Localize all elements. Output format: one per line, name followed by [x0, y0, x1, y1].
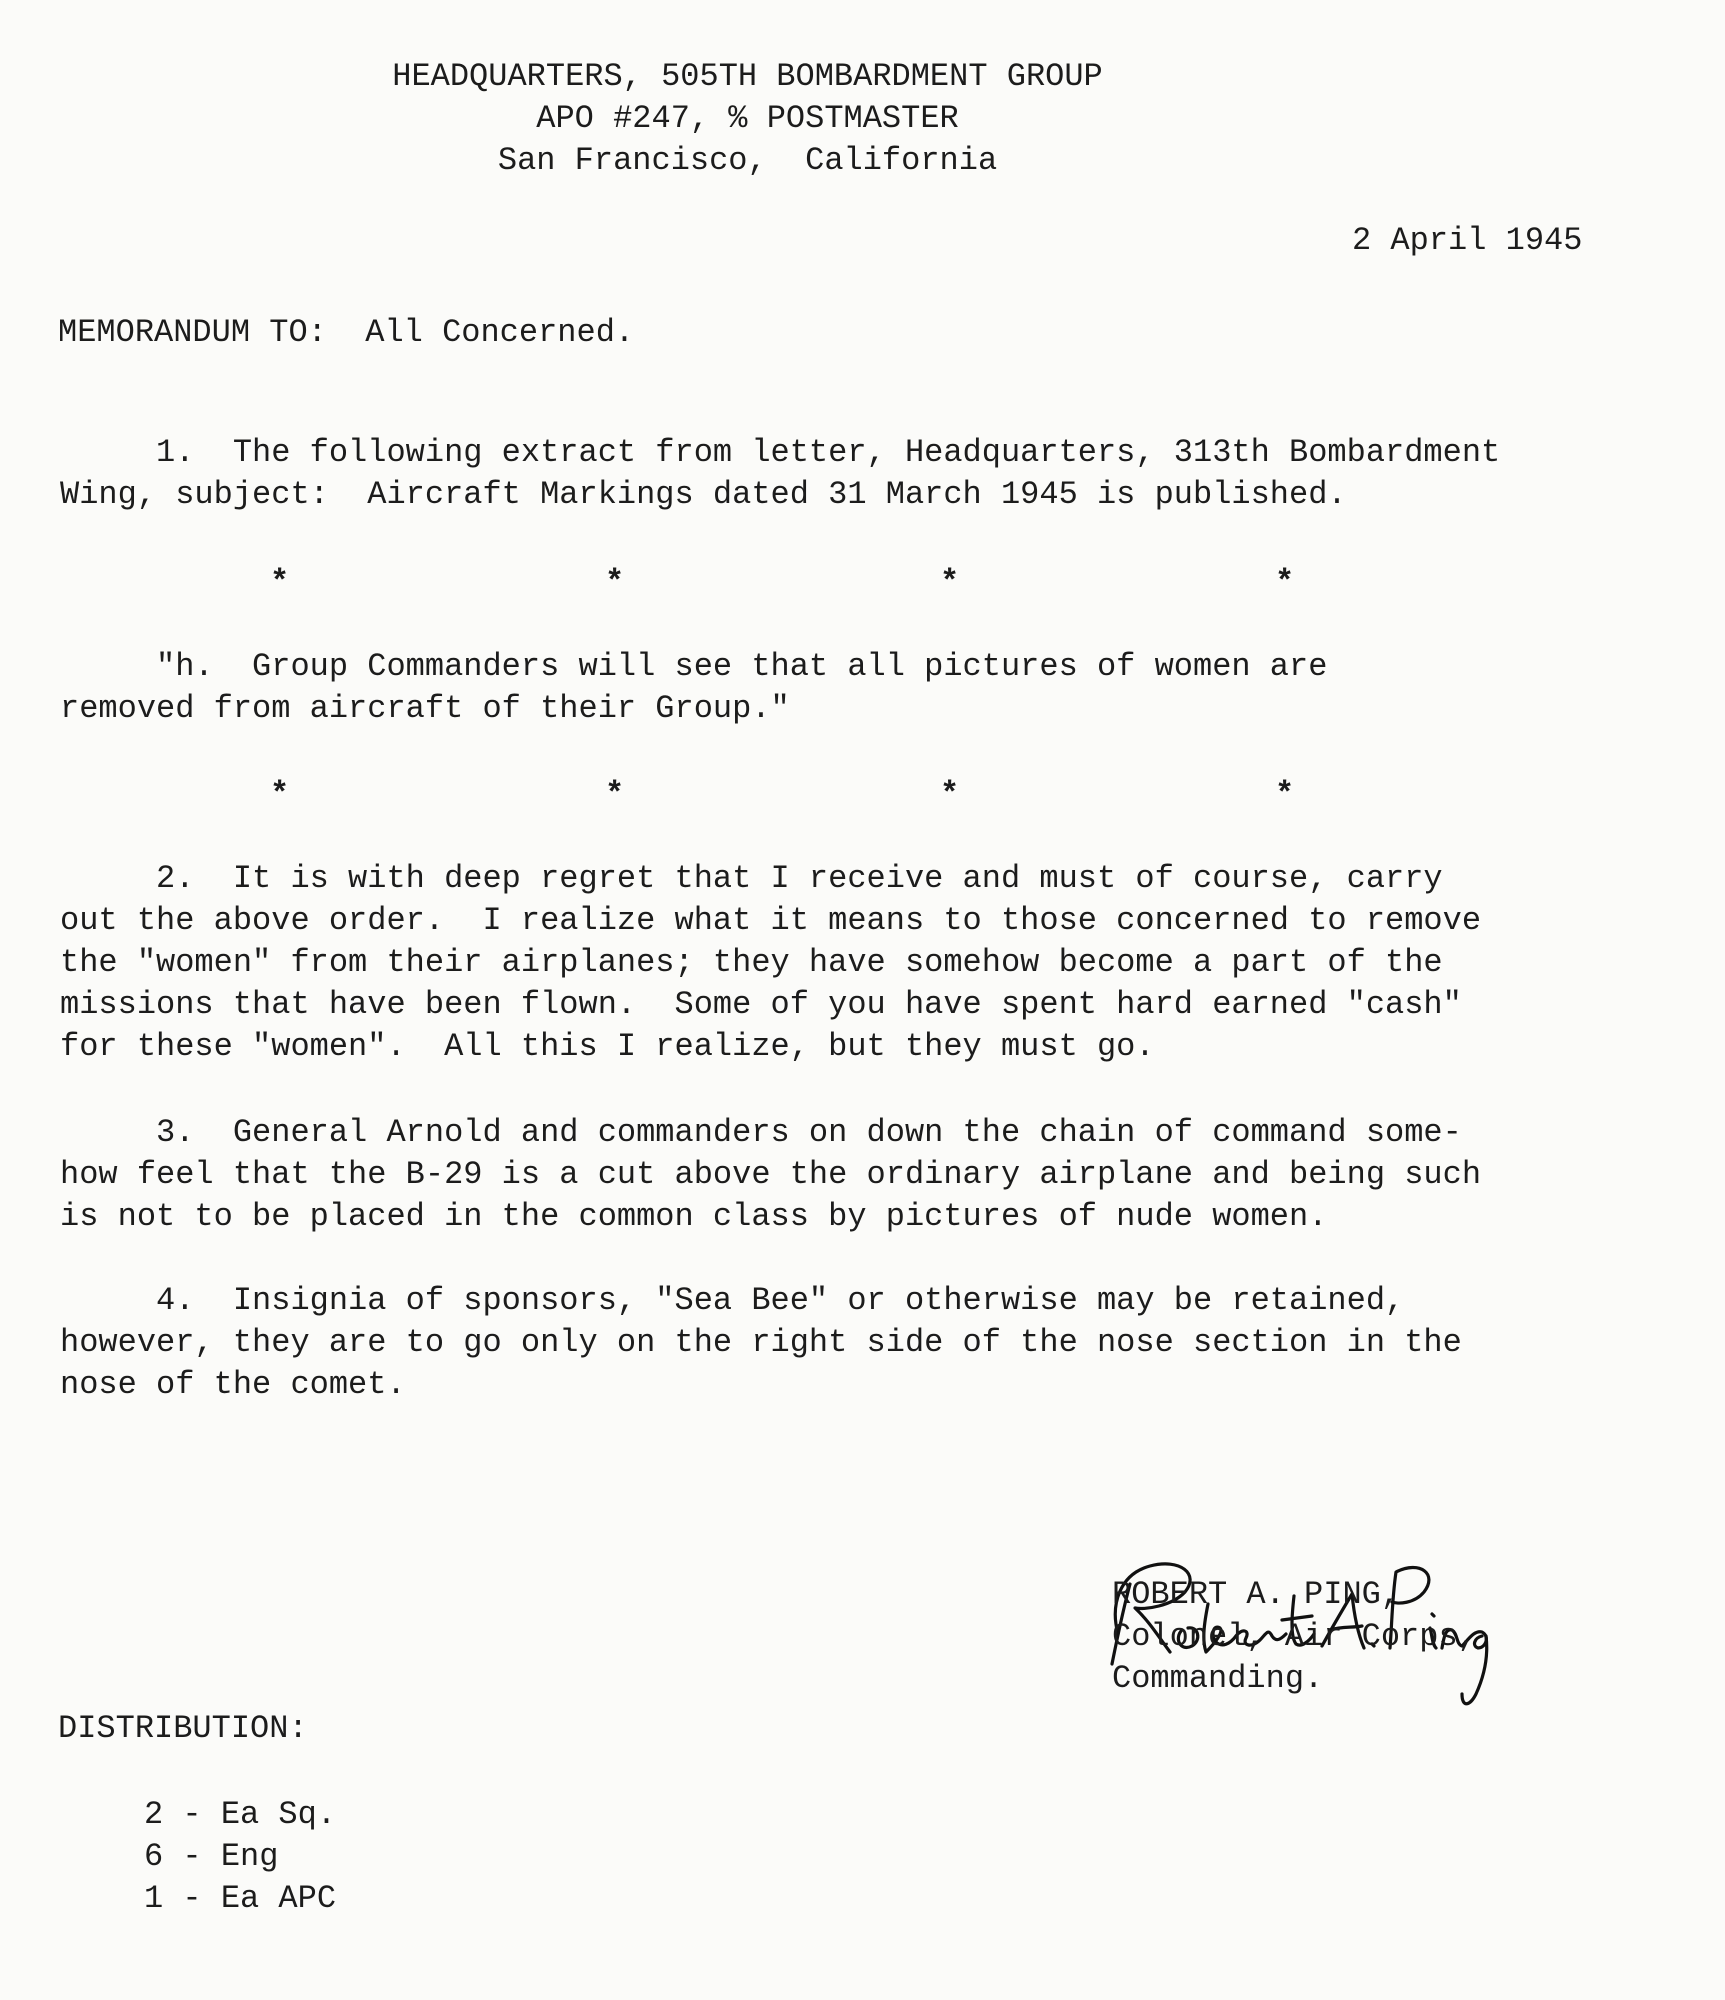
paragraph-line: out the above order. I realize what it means to those concerned to remove	[60, 902, 1482, 939]
paragraph-1	[60, 432, 1660, 516]
paragraph-line: is not to be placed in the common class by pictures of nude women.	[60, 1198, 1328, 1235]
distribution-item: 2 - Ea Sq.	[144, 1796, 337, 1833]
asterisk-separator: *	[1275, 564, 1295, 601]
memo-to-label: MEMORANDUM TO:	[58, 314, 327, 351]
paragraph-line: the "women" from their airplanes; they have somehow become a part of the	[60, 944, 1443, 981]
letterhead-city: San Francisco, California	[497, 142, 998, 179]
distribution-label: DISTRIBUTION:	[58, 1710, 308, 1747]
paragraph-4	[60, 1280, 1660, 1406]
paragraph-line: Wing, subject: Aircraft Markings dated 31 March 1945 is published.	[60, 476, 1347, 513]
asterisk-separator: *	[940, 564, 960, 601]
paragraph-2	[60, 858, 1660, 1068]
signatory-rank: Colonel, Air Corps,	[1112, 1618, 1477, 1655]
paragraph-line: 2. It is with deep regret that I receive and must of course, carry	[60, 860, 1443, 897]
asterisk-separator: *	[270, 564, 290, 601]
quoted-extract	[60, 646, 1660, 730]
paragraph-line: how feel that the B-29 is a cut above the ordinary airplane and being such	[60, 1156, 1482, 1193]
distribution-item: 1 - Ea APC	[144, 1880, 337, 1917]
paragraph-line: for these "women". All this I realize, but they must go.	[60, 1028, 1155, 1065]
separator-stars	[0, 562, 1725, 604]
paragraph-3	[60, 1112, 1660, 1238]
memo-date: 2 April 1945	[1352, 222, 1583, 259]
paragraph-line: 4. Insignia of sponsors, "Sea Bee" or otherwise may be retained,	[60, 1282, 1405, 1319]
paragraph-line: 1. The following extract from letter, Headquarters, 313th Bombardment	[60, 434, 1501, 471]
asterisk-separator: *	[940, 776, 960, 813]
paragraph-line: however, they are to go only on the right side of the nose section in the	[60, 1324, 1462, 1361]
paragraph-line: 3. General Arnold and commanders on down the chain of command some-	[60, 1114, 1462, 1151]
asterisk-separator: *	[605, 776, 625, 813]
signatory-role: Commanding.	[1112, 1660, 1324, 1697]
memo-addressee: All Concerned.	[365, 314, 635, 351]
paragraph-line: missions that have been flown. Some of you have spent hard earned "cash"	[60, 986, 1462, 1023]
paragraph-line: removed from aircraft of their Group."	[60, 690, 790, 727]
separator-stars	[0, 774, 1725, 816]
paragraph-line: nose of the comet.	[60, 1366, 406, 1403]
paragraph-line: "h. Group Commanders will see that all pictures of women are	[60, 648, 1328, 685]
signatory-name: ROBERT A. PING,	[1112, 1576, 1401, 1613]
distribution-item: 6 - Eng	[144, 1838, 279, 1875]
memo-to-line	[58, 312, 634, 354]
letterhead-address: APO #247, % POSTMASTER	[536, 100, 959, 137]
asterisk-separator: *	[270, 776, 290, 813]
asterisk-separator: *	[1275, 776, 1295, 813]
letterhead-unit: HEADQUARTERS, 505TH BOMBARDMENT GROUP	[392, 58, 1103, 95]
asterisk-separator: *	[605, 564, 625, 601]
